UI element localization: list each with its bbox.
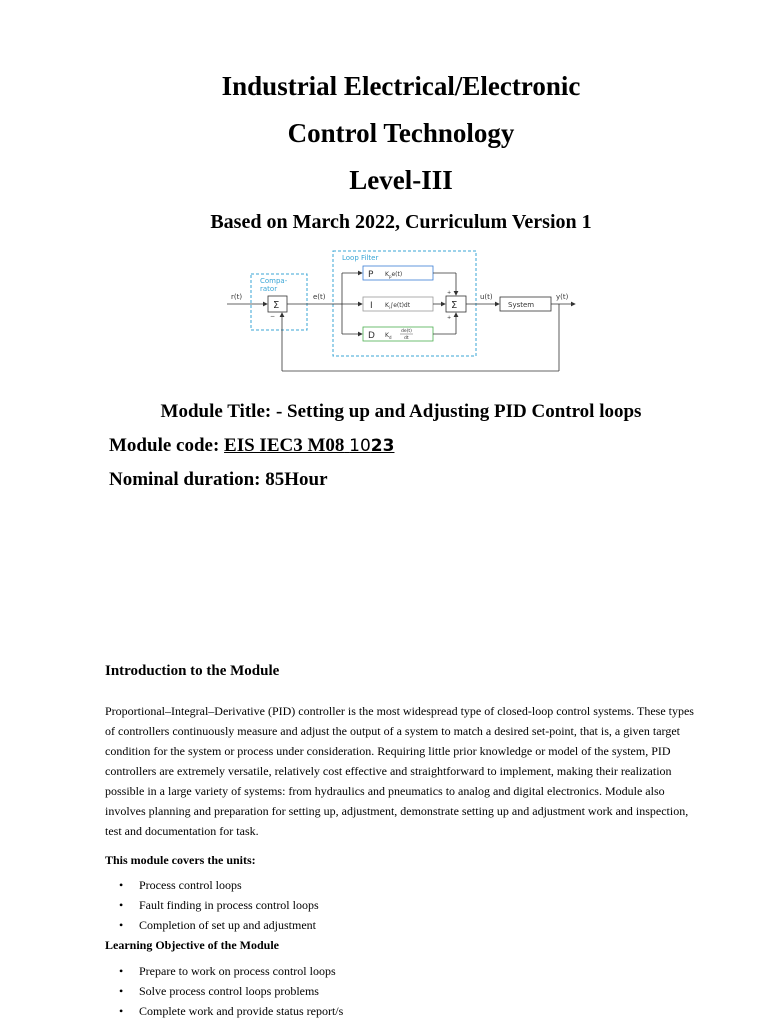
y-label: y(t)	[556, 293, 569, 301]
bullet-icon: •	[119, 878, 124, 892]
module-code-value-part-a: 10	[349, 436, 371, 456]
comparator-sum-symbol: Σ	[273, 300, 280, 311]
svg-text:+: +	[447, 315, 452, 321]
list-item	[105, 981, 343, 1001]
bullet-icon: •	[119, 898, 124, 912]
svg-text:+: +	[447, 290, 452, 296]
list-item	[105, 895, 319, 915]
title-line-1: Industrial Electrical/Electronic	[221, 71, 581, 101]
module-code	[109, 434, 394, 458]
list-item	[105, 915, 319, 935]
nominal-duration: Nominal duration: 85Hour	[109, 469, 328, 490]
i-letter: I	[370, 301, 373, 311]
svg-text:Kd: $K_d$	[385, 332, 392, 340]
list-item-text: Prepare to work on process control loops	[139, 964, 336, 978]
e-label: e(t)	[313, 293, 326, 301]
intro-paragraph: Proportional–Integral–Derivative (PID) controller is the most widespread type of closed-loop control systems. These types of controllers continuously measure and adjust the output of a system to match a desired set-point, that is, a given target condition for the system or process under consideration. Requiring little prior knowledge or model of the system, PID controllers are extremely versatile, relatively cost effective and straightforward to implement, making their realization possible in a large variety of systems: from hydraulics and pneumatics to analog and digital electronics. Module also involves planning and preparation for setting up, adjustment, demonstrate setting up and adjustment work and inspection, test and documentation for task.	[105, 704, 694, 838]
svg-text:Ki∫e(t)dt: $K_i\int e(t)dt$	[385, 302, 411, 310]
loop-filter-label: Loop Filter	[342, 254, 379, 262]
bullet-icon: •	[119, 964, 124, 978]
u-label: u(t)	[480, 293, 493, 301]
intro-heading: Introduction to the Module	[105, 663, 280, 679]
list-item	[105, 961, 343, 981]
svg-text:−: −	[270, 313, 276, 320]
list-item-text: Process control loops	[139, 878, 242, 892]
objectives-list	[105, 961, 343, 1021]
svg-text:de(t): de(t)	[401, 329, 412, 334]
d-letter: D	[368, 331, 375, 341]
bullet-icon: •	[119, 918, 124, 932]
list-item-text: Complete work and provide status report/s	[139, 1004, 344, 1018]
module-title: Module Title: - Setting up and Adjusting PID Control loops	[160, 401, 642, 422]
module-code-value-part-b: 23	[370, 436, 395, 456]
units-list	[105, 875, 319, 935]
list-item	[105, 875, 319, 895]
r-label: r(t)	[231, 293, 243, 301]
list-item-text: Solve process control loops problems	[139, 984, 319, 998]
output-sum-symbol: Σ	[451, 300, 458, 311]
module-code-value	[224, 435, 394, 456]
system-label: System	[508, 301, 535, 309]
bullet-icon: •	[119, 1004, 124, 1018]
title-line-3: Level-III	[349, 165, 453, 195]
list-item-text: Fault finding in process control loops	[139, 898, 319, 912]
pid-block-diagram	[225, 248, 580, 376]
title-line-2: Control Technology	[287, 118, 515, 148]
svg-text:dt: dt	[404, 336, 409, 341]
p-letter: P	[368, 270, 374, 280]
comparator-label-1: Compa-	[260, 277, 288, 285]
list-item-text: Completion of set up and adjustment	[139, 918, 316, 932]
curriculum-subtitle: Based on March 2022, Curriculum Version 1	[210, 211, 592, 233]
module-code-label: Module code:	[109, 435, 220, 456]
units-heading: This module covers the units:	[105, 853, 256, 867]
bullet-icon: •	[119, 984, 124, 998]
objectives-heading: Learning Objective of the Module	[105, 938, 279, 952]
module-code-value-main: EIS IEC3 M08	[224, 435, 345, 456]
comparator-label-2: rator	[260, 285, 278, 293]
svg-text:Kpe(t): $K_pe(t)$	[385, 271, 403, 279]
list-item	[105, 1001, 343, 1021]
